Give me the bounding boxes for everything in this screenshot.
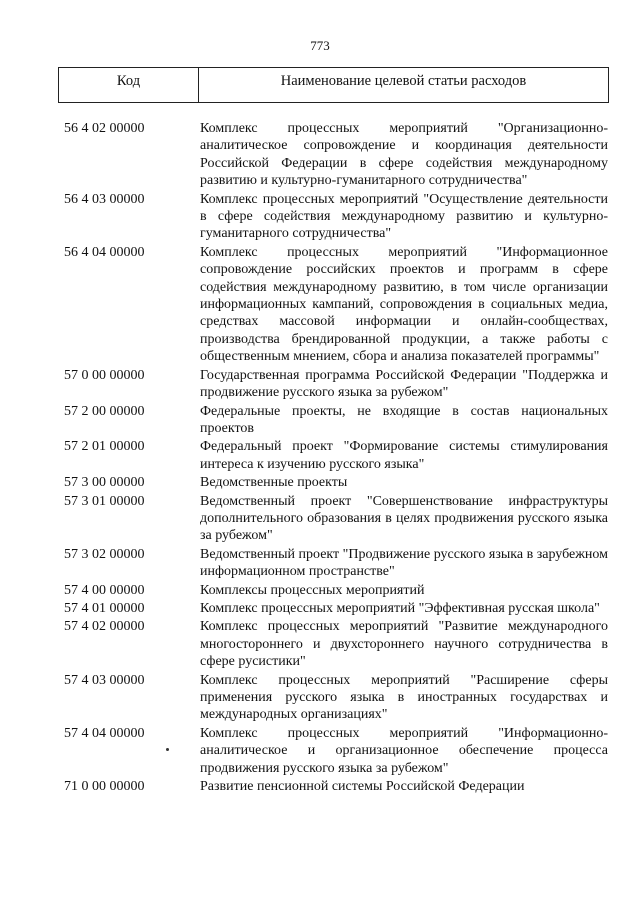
table-row bbox=[64, 618, 608, 670]
row-text: Комплекс процессных мероприятий "Информационное сопровождение российских проектов и программ в сфере содействия международному развитию, в том числе организации информационных кампаний, сопровождения в социальных медиа, средствах массовой информации и онлайн-сообществах, производства брендированной продукции, а также работы с общественным мнением, сбора и анализа показателей программы" bbox=[200, 244, 608, 365]
row-code: 57 4 01 00000 bbox=[64, 600, 145, 616]
table-row bbox=[64, 600, 608, 617]
row-text: Комплексы процессных мероприятий bbox=[200, 582, 425, 598]
table-row bbox=[64, 778, 608, 795]
row-text: Федеральный проект "Формирование системы стимулирования интереса к изучению русского языка" bbox=[200, 439, 608, 472]
table-row bbox=[64, 582, 608, 599]
page-number: 773 bbox=[310, 38, 330, 53]
row-code: 57 3 00 00000 bbox=[64, 475, 145, 491]
row-code: 57 4 03 00000 bbox=[64, 672, 145, 688]
row-code: 57 0 00 00000 bbox=[64, 367, 145, 383]
row-text: Комплекс процессных мероприятий "Организационно-аналитическое сопровождение и координация деятельности Российской Федерации в сфере содействия международному развитию и культурно-гуманитарного сотрудничества" bbox=[200, 121, 608, 189]
row-text: Государственная программа Российской Федерации "Поддержка и продвижение русского языка за рубежом" bbox=[200, 367, 608, 401]
row-code: 57 2 01 00000 bbox=[64, 439, 145, 455]
row-text: Развитие пенсионной системы Российской Федерации bbox=[200, 779, 525, 795]
row-code: 56 4 02 00000 bbox=[64, 121, 145, 136]
header-code: Код bbox=[59, 68, 199, 102]
row-code: 56 4 04 00000 bbox=[64, 244, 145, 260]
row-code: 71 0 00 00000 bbox=[64, 779, 145, 795]
row-text: Комплекс процессных мероприятий "Развитие международного многостороннего и двухстороннего научного сотрудничества в сфере русистики" bbox=[200, 619, 608, 670]
row-text: Комплекс процессных мероприятий "Осуществление деятельности в сфере содействия международному развитию и культурно-гуманитарного сотрудничества" bbox=[200, 191, 608, 242]
row-code: 57 2 00 00000 bbox=[64, 403, 145, 419]
row-code: 57 4 02 00000 bbox=[64, 619, 145, 635]
table-header bbox=[58, 67, 609, 103]
header-name: Наименование целевой статьи расходов bbox=[280, 73, 527, 89]
row-text: Комплекс процессных мероприятий "Расширение сферы применения русского языка в иностранных государствах и международных организациях" bbox=[200, 672, 608, 723]
row-text: Ведомственный проект "Совершенствование инфраструктуры дополнительного образования в целях продвижения русского языка за рубежом" bbox=[200, 493, 608, 544]
table-row bbox=[64, 474, 608, 491]
table-body bbox=[64, 120, 608, 796]
row-code: 56 4 03 00000 bbox=[64, 191, 145, 207]
table-row bbox=[64, 546, 608, 581]
table-row bbox=[64, 367, 608, 402]
row-code: 57 3 02 00000 bbox=[64, 546, 145, 562]
table-row bbox=[64, 438, 608, 473]
row-code: 57 4 04 00000 bbox=[64, 725, 145, 741]
row-text: Комплекс процессных мероприятий "Информационно-аналитическое и организационное обеспечение процесса продвижения русского языка за рубежом" bbox=[200, 725, 608, 776]
row-text: Комплекс процессных мероприятий "Эффективная русская школа" bbox=[200, 600, 600, 616]
scan-speck bbox=[166, 748, 169, 751]
row-code: 57 4 00 00000 bbox=[64, 582, 145, 598]
table-row bbox=[64, 403, 608, 438]
row-text: Федеральные проекты, не входящие в состав национальных проектов bbox=[200, 403, 608, 436]
table-row bbox=[64, 120, 608, 190]
table-row bbox=[64, 672, 608, 724]
table-row bbox=[64, 725, 608, 777]
row-text: Ведомственный проект "Продвижение русского языка в зарубежном информационном пространстве" bbox=[200, 546, 609, 580]
table-row bbox=[64, 493, 608, 545]
row-text: Ведомственные проекты bbox=[200, 475, 348, 491]
table-row bbox=[64, 244, 608, 366]
table-row bbox=[64, 191, 608, 243]
row-code: 57 3 01 00000 bbox=[64, 493, 145, 509]
